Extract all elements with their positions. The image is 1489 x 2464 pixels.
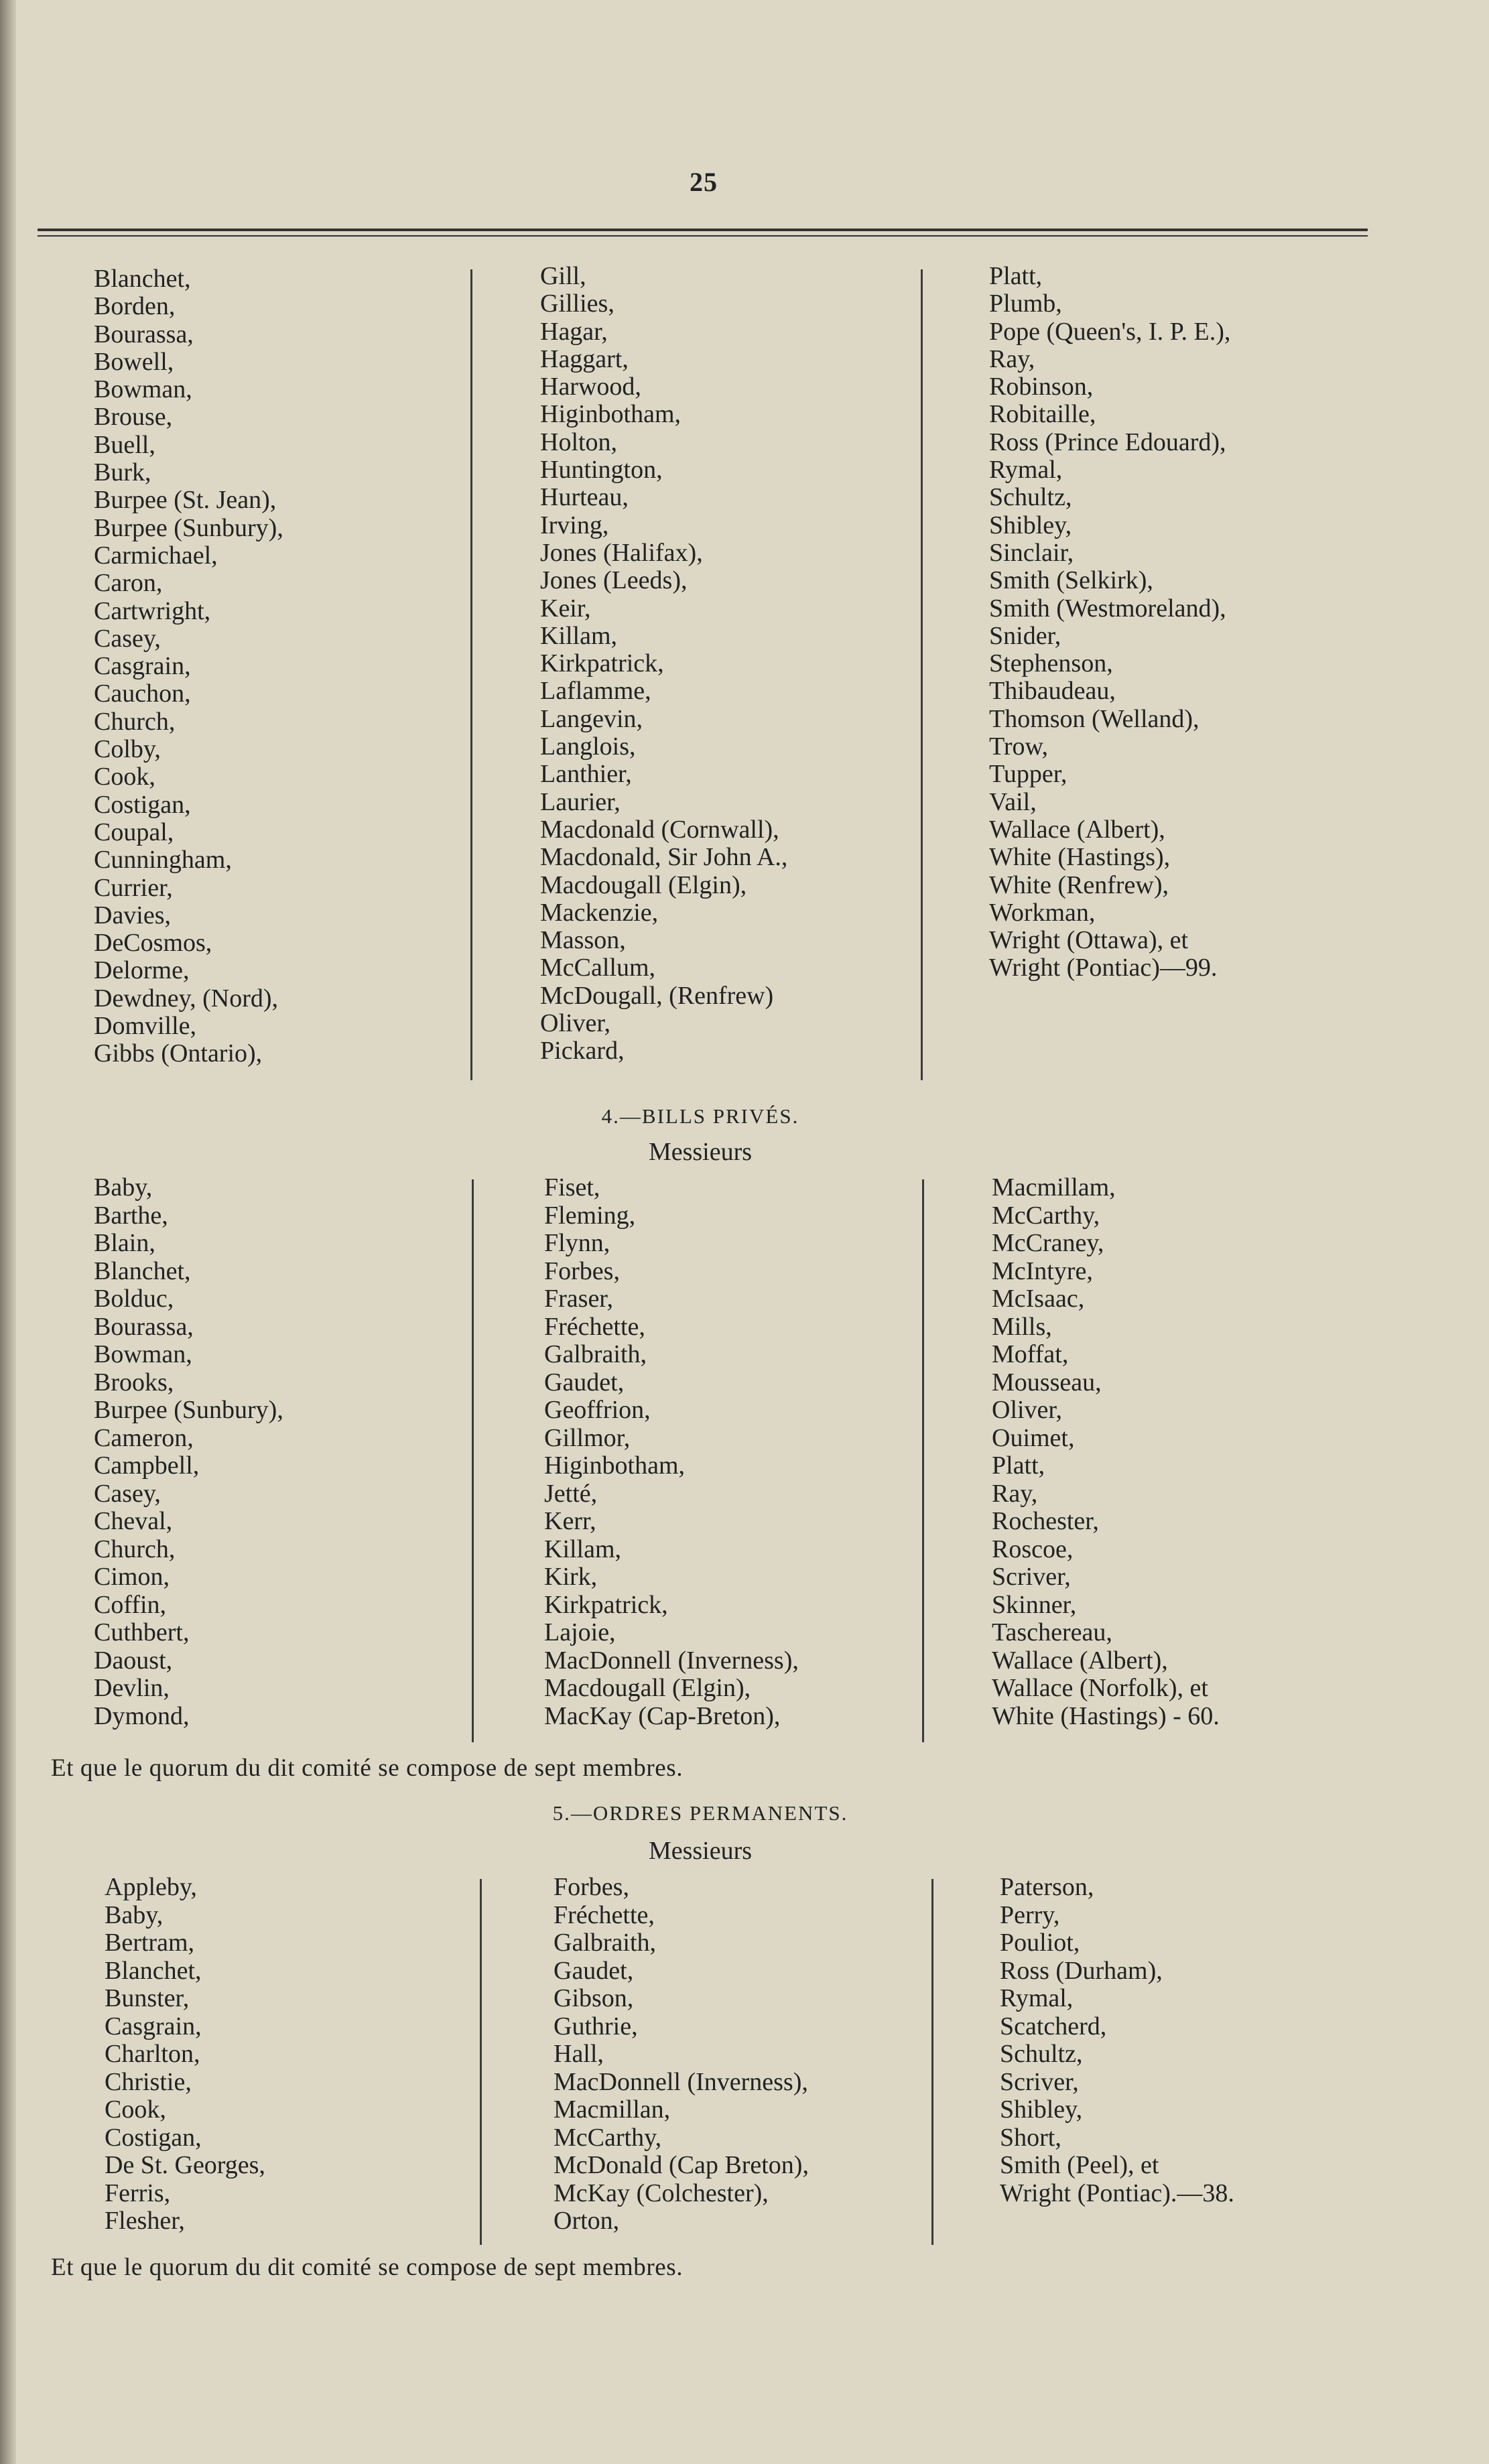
member-name: Dymond, bbox=[94, 1701, 190, 1730]
member-name: Gaudet, bbox=[544, 1368, 625, 1397]
member-name: Cartwright, bbox=[94, 596, 211, 625]
member-name: Oliver, bbox=[992, 1396, 1063, 1424]
member-name: Cameron, bbox=[94, 1423, 194, 1452]
member-name: Kirkpatrick, bbox=[544, 1590, 668, 1619]
member-name: Pouliot, bbox=[1000, 1929, 1080, 1957]
member-name: Perry, bbox=[1000, 1900, 1060, 1929]
section4-column-3 bbox=[992, 1174, 1220, 1730]
member-name: Mills, bbox=[992, 1312, 1052, 1341]
member-name: Schultz, bbox=[1000, 2040, 1083, 2068]
member-name: Cunningham, bbox=[94, 846, 232, 874]
member-name: McDonald (Cap Breton), bbox=[554, 2151, 809, 2179]
section3-column-2 bbox=[540, 263, 787, 1065]
section3-column-1 bbox=[94, 265, 283, 1068]
section4-heading: 4.—BILLS PRIVÉS. bbox=[601, 1104, 799, 1128]
member-name: Langlois, bbox=[540, 732, 636, 761]
member-name: Gibson, bbox=[554, 1984, 634, 2012]
member-name: DeCosmos, bbox=[94, 929, 212, 958]
member-name: Church, bbox=[94, 707, 176, 736]
member-name: Coupal, bbox=[94, 818, 174, 846]
member-name: McCallum, bbox=[540, 954, 656, 982]
member-name: Bolduc, bbox=[94, 1285, 174, 1313]
page-binding-edge bbox=[0, 0, 16, 2464]
member-name: Haggart, bbox=[540, 344, 629, 373]
member-name: Fraser, bbox=[544, 1285, 613, 1313]
member-name: Gillmor, bbox=[544, 1423, 631, 1452]
member-name: Keir, bbox=[540, 594, 591, 623]
member-name: Forbes, bbox=[554, 1873, 629, 1901]
member-name: Roscoe, bbox=[992, 1535, 1074, 1563]
member-name: Harwood, bbox=[540, 373, 641, 401]
member-name: Paterson, bbox=[1000, 1873, 1094, 1901]
member-name: Domville, bbox=[94, 1012, 197, 1041]
member-name: Borden, bbox=[94, 292, 176, 321]
section5-quorum: Et que le quorum du dit comité se compose de sept membres. bbox=[51, 2254, 684, 2281]
member-name: Huntington, bbox=[540, 456, 663, 484]
member-name: Hall, bbox=[554, 2040, 604, 2068]
member-name: Plumb, bbox=[989, 289, 1062, 318]
member-name: McCarthy, bbox=[554, 2123, 662, 2152]
member-name: Sinclair, bbox=[989, 538, 1074, 567]
member-name: Campbell, bbox=[94, 1451, 200, 1480]
member-name: Wallace (Albert), bbox=[989, 815, 1165, 844]
member-name: Ross (Prince Edouard), bbox=[989, 428, 1226, 456]
member-name: Scriver, bbox=[1000, 2067, 1079, 2096]
member-name: Pope (Queen's, I. P. E.), bbox=[989, 317, 1231, 346]
member-name: Burpee (Sunbury), bbox=[94, 513, 283, 542]
member-name: Guthrie, bbox=[554, 2012, 638, 2040]
member-name: Platt, bbox=[992, 1451, 1045, 1480]
member-name: Burpee (Sunbury), bbox=[94, 1396, 283, 1424]
member-name: Cuthbert, bbox=[94, 1618, 190, 1646]
section4-quorum: Et que le quorum du dit comité se compose de sept membres. bbox=[51, 1754, 684, 1782]
member-name: Hurteau, bbox=[540, 483, 629, 512]
member-name: Stephenson, bbox=[989, 649, 1113, 678]
member-name: Macdonald, Sir John A., bbox=[540, 843, 788, 872]
member-name: Gaudet, bbox=[554, 1956, 634, 1985]
member-name: Kerr, bbox=[544, 1507, 596, 1535]
member-name: Christie, bbox=[105, 2067, 192, 2096]
member-name: MacDonnell (Inverness), bbox=[544, 1646, 799, 1675]
member-name: Wallace (Norfolk), et bbox=[992, 1674, 1208, 1702]
member-name: Mousseau, bbox=[992, 1368, 1102, 1397]
member-name: Charlton, bbox=[105, 2040, 200, 2068]
member-name: Macdonald (Cornwall), bbox=[540, 815, 779, 844]
member-name: Hagar, bbox=[540, 317, 608, 346]
member-name: Thibaudeau, bbox=[989, 677, 1116, 706]
member-name: Laflamme, bbox=[540, 677, 651, 706]
member-name: Burpee (St. Jean), bbox=[94, 486, 277, 515]
member-name: Irving, bbox=[540, 511, 609, 539]
member-name: Higinbotham, bbox=[540, 400, 682, 429]
member-name: Workman, bbox=[989, 898, 1096, 927]
member-name: Jones (Halifax), bbox=[540, 538, 703, 567]
member-name: MacDonnell (Inverness), bbox=[554, 2067, 808, 2096]
member-name: Cheval, bbox=[94, 1507, 173, 1535]
member-name: Bowman, bbox=[94, 1340, 192, 1368]
member-name: Moffat, bbox=[992, 1340, 1069, 1368]
section5-column-2 bbox=[554, 1874, 809, 2235]
member-name: McCraney, bbox=[992, 1229, 1104, 1257]
member-name: Shibley, bbox=[1000, 2095, 1083, 2124]
member-name: Casgrain, bbox=[94, 652, 191, 681]
member-name: Kirk, bbox=[544, 1563, 598, 1591]
member-name: Brooks, bbox=[94, 1368, 174, 1397]
member-name: Davies, bbox=[94, 901, 172, 929]
column-divider bbox=[472, 1179, 474, 1742]
member-name: Dewdney, (Nord), bbox=[94, 984, 279, 1013]
member-name: Scriver, bbox=[992, 1563, 1071, 1591]
column-divider bbox=[480, 1879, 482, 2245]
member-name: Brouse, bbox=[94, 403, 173, 432]
member-name: Forbes, bbox=[544, 1256, 620, 1285]
member-name: Gillies, bbox=[540, 289, 614, 318]
member-name: Macdougall (Elgin), bbox=[540, 870, 747, 899]
section4-column-1 bbox=[94, 1174, 283, 1730]
member-name: Macmillam, bbox=[992, 1173, 1116, 1202]
member-name: Rochester, bbox=[992, 1507, 1099, 1535]
member-name: Casey, bbox=[94, 624, 161, 653]
member-name: Masson, bbox=[540, 926, 626, 955]
member-name: Killam, bbox=[544, 1535, 622, 1563]
member-name: Wallace (Albert), bbox=[992, 1646, 1168, 1675]
member-name: Smith (Westmoreland), bbox=[989, 594, 1226, 623]
member-name: Devlin, bbox=[94, 1674, 170, 1702]
member-name: White (Hastings) - 60. bbox=[992, 1701, 1220, 1730]
member-name: McIsaac, bbox=[992, 1285, 1085, 1313]
section4-subheading: Messieurs bbox=[648, 1138, 753, 1166]
member-name: Killam, bbox=[540, 621, 618, 650]
member-name: Wright (Pontiac).—38. bbox=[1000, 2179, 1234, 2207]
section5-subheading: Messieurs bbox=[648, 1837, 753, 1865]
member-name: Flesher, bbox=[105, 2207, 185, 2235]
member-name: Ray, bbox=[989, 344, 1035, 373]
member-name: Casey, bbox=[94, 1479, 161, 1508]
member-name: Barthe, bbox=[94, 1201, 168, 1230]
member-name: Galbraith, bbox=[544, 1340, 647, 1368]
member-name: Macdougall (Elgin), bbox=[544, 1674, 751, 1702]
member-name: Wright (Pontiac)—99. bbox=[989, 954, 1218, 982]
member-name: Schultz, bbox=[989, 483, 1072, 512]
header-rule-thin bbox=[38, 235, 1368, 237]
column-divider bbox=[921, 269, 923, 1080]
member-name: MacKay (Cap-Breton), bbox=[544, 1701, 781, 1730]
member-name: Trow, bbox=[989, 732, 1049, 761]
section5-column-3 bbox=[1000, 1874, 1234, 2207]
member-name: Oliver, bbox=[540, 1009, 611, 1038]
member-name: Appleby, bbox=[105, 1873, 197, 1901]
member-name: Costigan, bbox=[105, 2123, 202, 2152]
member-name: McDougall, (Renfrew) bbox=[540, 981, 774, 1010]
section5-column-1 bbox=[105, 1874, 265, 2235]
member-name: Daoust, bbox=[94, 1646, 173, 1675]
member-name: Bowell, bbox=[94, 347, 174, 376]
member-name: Geoffrion, bbox=[544, 1396, 651, 1424]
member-name: Baby, bbox=[105, 1900, 164, 1929]
member-name: Bertram, bbox=[105, 1929, 195, 1957]
column-divider bbox=[931, 1879, 933, 2245]
member-name: Rymal, bbox=[1000, 1984, 1074, 2012]
member-name: Bourassa, bbox=[94, 1312, 194, 1341]
member-name: Costigan, bbox=[94, 790, 191, 819]
member-name: Taschereau, bbox=[992, 1618, 1112, 1646]
member-name: Thomson (Welland), bbox=[989, 704, 1200, 733]
member-name: Robinson, bbox=[989, 373, 1094, 401]
member-name: Platt, bbox=[989, 262, 1043, 290]
member-name: Burk, bbox=[94, 458, 151, 487]
member-name: Fiset, bbox=[544, 1173, 600, 1202]
member-name: Higinbotham, bbox=[544, 1451, 686, 1480]
member-name: Ray, bbox=[992, 1479, 1038, 1508]
member-name: Gill, bbox=[540, 262, 586, 290]
member-name: White (Renfrew), bbox=[989, 870, 1169, 899]
member-name: Buell, bbox=[94, 430, 155, 459]
member-name: Blain, bbox=[94, 1229, 155, 1257]
member-name: Bourassa, bbox=[94, 320, 194, 348]
member-name: Lajoie, bbox=[544, 1618, 616, 1646]
member-name: Casgrain, bbox=[105, 2012, 202, 2040]
member-name: Fréchette, bbox=[554, 1900, 655, 1929]
member-name: Currier, bbox=[94, 873, 173, 902]
member-name: Orton, bbox=[554, 2207, 620, 2235]
section5-heading: 5.—ORDRES PERMANENTS. bbox=[552, 1801, 848, 1825]
member-name: Gibbs (Ontario), bbox=[94, 1039, 263, 1068]
member-name: Cimon, bbox=[94, 1563, 170, 1591]
member-name: Ouimet, bbox=[992, 1423, 1075, 1452]
member-name: Langevin, bbox=[540, 704, 643, 733]
member-name: Church, bbox=[94, 1535, 176, 1563]
member-name: De St. Georges, bbox=[105, 2151, 265, 2179]
member-name: Short, bbox=[1000, 2123, 1061, 2152]
member-name: Caron, bbox=[94, 569, 163, 598]
member-name: Delorme, bbox=[94, 956, 190, 985]
member-name: Wright (Ottawa), et bbox=[989, 926, 1189, 955]
member-name: Skinner, bbox=[992, 1590, 1077, 1619]
member-name: Jetté, bbox=[544, 1479, 598, 1508]
member-name: Colby, bbox=[94, 735, 161, 764]
member-name: Blanchet, bbox=[94, 265, 191, 293]
member-name: Robitaille, bbox=[989, 400, 1096, 429]
member-name: Coffin, bbox=[94, 1590, 167, 1619]
member-name: Carmichael, bbox=[94, 541, 218, 570]
column-divider bbox=[922, 1179, 924, 1742]
member-name: Blanchet, bbox=[105, 1956, 202, 1985]
page-number: 25 bbox=[690, 167, 718, 197]
member-name: Ross (Durham), bbox=[1000, 1956, 1163, 1985]
member-name: Jones (Leeds), bbox=[540, 566, 688, 595]
member-name: McIntyre, bbox=[992, 1256, 1093, 1285]
header-rule bbox=[38, 229, 1368, 231]
member-name: Pickard, bbox=[540, 1037, 625, 1065]
member-name: Rymal, bbox=[989, 456, 1063, 484]
member-name: McKay (Colchester), bbox=[554, 2179, 769, 2207]
member-name: McCarthy, bbox=[992, 1201, 1100, 1230]
member-name: Snider, bbox=[989, 621, 1061, 650]
member-name: Blanchet, bbox=[94, 1256, 191, 1285]
member-name: Shibley, bbox=[989, 511, 1072, 539]
member-name: Mackenzie, bbox=[540, 898, 659, 927]
member-name: Lanthier, bbox=[540, 760, 632, 789]
member-name: Flynn, bbox=[544, 1229, 610, 1257]
member-name: Bunster, bbox=[105, 1984, 190, 2012]
member-name: Smith (Peel), et bbox=[1000, 2151, 1159, 2179]
section3-column-3 bbox=[989, 263, 1230, 982]
member-name: Macmillan, bbox=[554, 2095, 671, 2124]
member-name: White (Hastings), bbox=[989, 843, 1171, 872]
column-divider bbox=[470, 269, 472, 1080]
member-name: Cook, bbox=[94, 763, 155, 791]
member-name: Cauchon, bbox=[94, 679, 191, 708]
member-name: Kirkpatrick, bbox=[540, 649, 664, 678]
member-name: Holton, bbox=[540, 428, 618, 456]
member-name: Baby, bbox=[94, 1173, 153, 1202]
member-name: Bowman, bbox=[94, 375, 192, 404]
section4-column-2 bbox=[544, 1174, 799, 1730]
member-name: Galbraith, bbox=[554, 1929, 657, 1957]
member-name: Laurier, bbox=[540, 787, 621, 816]
member-name: Cook, bbox=[105, 2095, 166, 2124]
member-name: Fréchette, bbox=[544, 1312, 645, 1341]
member-name: Tupper, bbox=[989, 760, 1067, 789]
member-name: Smith (Selkirk), bbox=[989, 566, 1153, 595]
member-name: Scatcherd, bbox=[1000, 2012, 1107, 2040]
member-name: Ferris, bbox=[105, 2179, 171, 2207]
member-name: Vail, bbox=[989, 787, 1037, 816]
member-name: Fleming, bbox=[544, 1201, 636, 1230]
